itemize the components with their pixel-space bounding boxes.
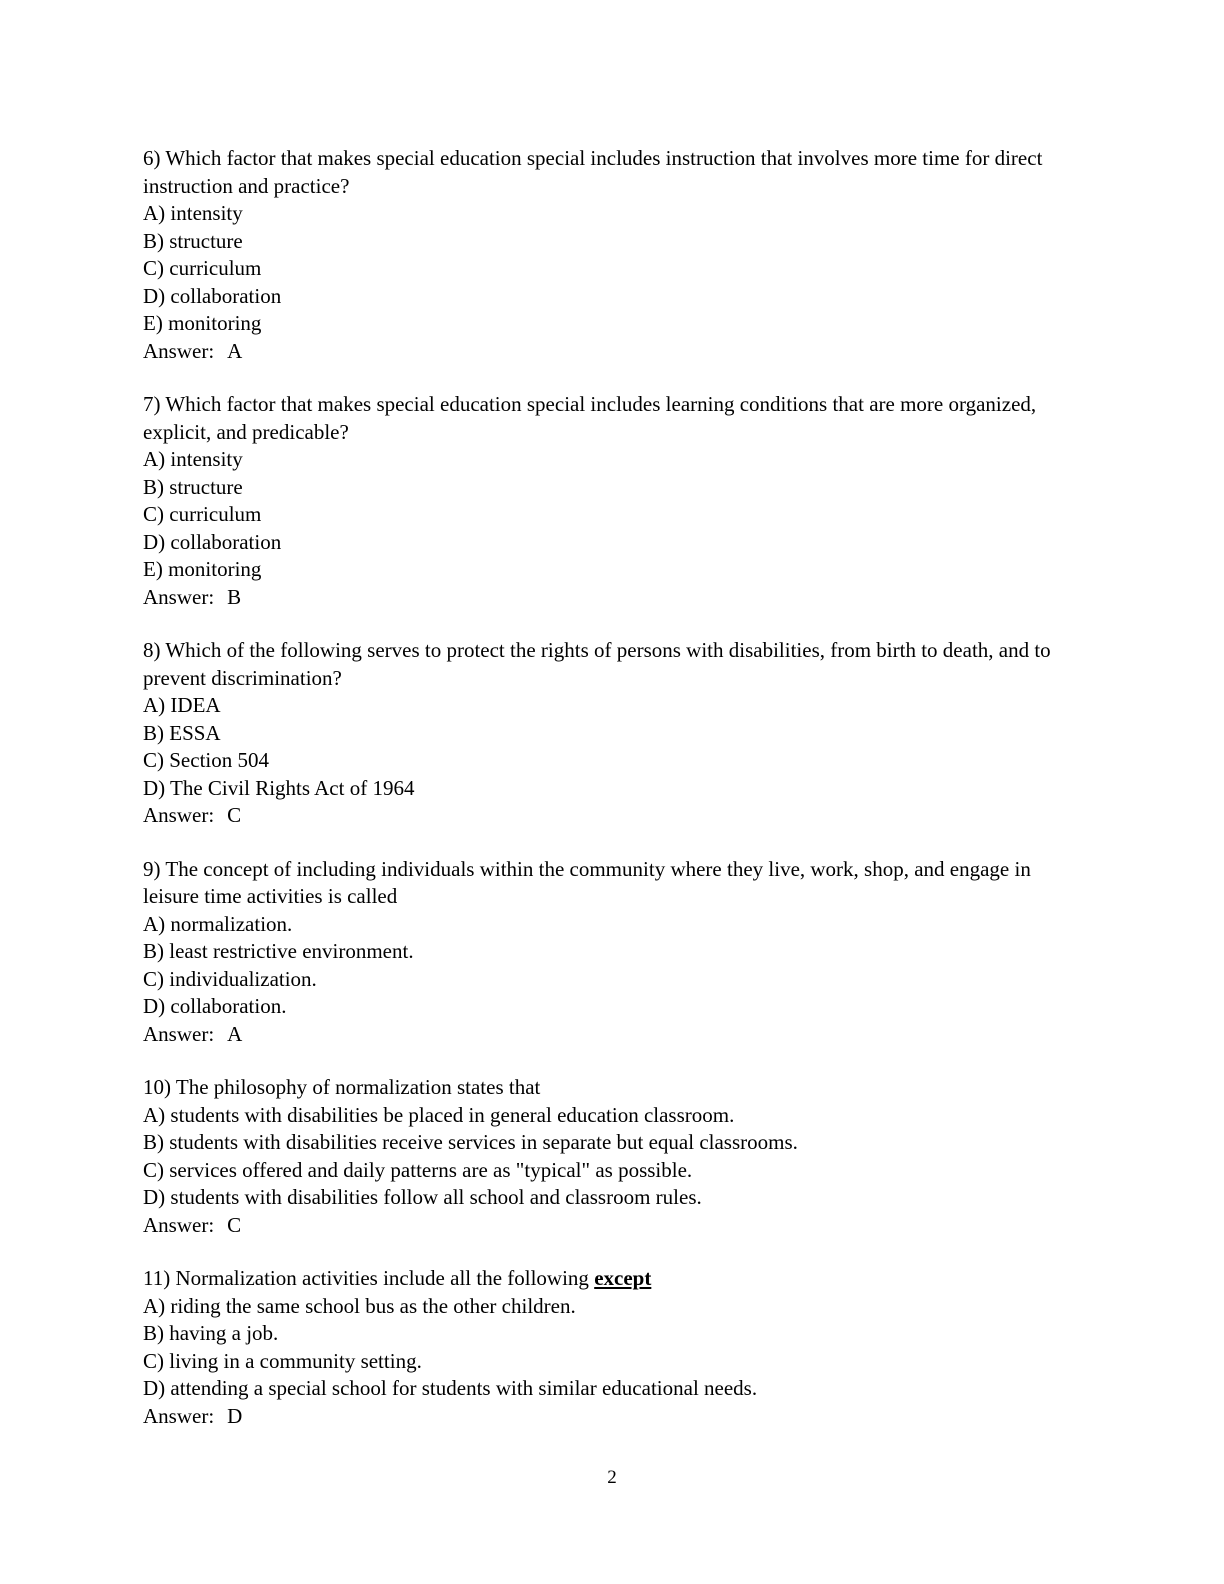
answer-option: B) having a job. [143,1321,279,1345]
answer-line [143,1021,1084,1049]
question-stem [143,856,1084,911]
answer-value: C [227,803,242,827]
answer-option: D) The Civil Rights Act of 1964 [143,775,415,800]
question-block [143,1074,1084,1239]
answer-line [143,802,1084,830]
answer-option: D) collaboration [143,283,282,308]
answer-option: D) students with disabilities follow all school and classroom rules. [143,1185,702,1209]
question-block [143,637,1084,830]
question-stem-text: 9) The concept of including individuals within the community where they live, work, shop, and engage in leisure time activities is called [143,856,1031,908]
answer-value: A [227,338,243,363]
question-stem-text: 8) Which of the following serves to protect the rights of persons with disabilities, from birth to death, and to prevent discrimination? [143,638,1051,690]
questions-list [143,145,1084,1456]
answer-option: C) curriculum [143,256,262,280]
answer-option: B) students with disabilities receive services in separate but equal classrooms. [143,1130,798,1154]
page-number: 2 [607,1467,617,1488]
answer-line [143,1212,1084,1240]
answer-value: C [227,1212,242,1237]
answer-option: B) structure [143,228,243,253]
answer-label: Answer: [143,584,215,609]
answer-line [143,338,1084,366]
answer-line [143,584,1084,612]
question-block [143,1265,1084,1430]
question-stem-text: 10) The philosophy of normalization states that [143,1075,541,1099]
answer-value: D [227,1403,243,1428]
answer-option: A) intensity [143,447,243,471]
answer-option: A) normalization. [143,911,293,936]
question-stem-text: 11) Normalization activities include all the following [143,1266,595,1290]
stem-emphasis: except [594,1266,652,1290]
answer-option: B) ESSA [143,720,221,745]
question-stem [143,1265,1084,1293]
answer-option: C) services offered and daily patterns are as "typical" as possible. [143,1157,693,1182]
answer-option: C) individualization. [143,966,317,991]
question-stem [143,391,1084,446]
question-stem-text: 6) Which factor that makes special education special includes instruction that involves more time for direct instruction and practice? [143,146,1043,198]
answer-option: B) least restrictive environment. [143,939,414,963]
answer-option: B) structure [143,474,243,499]
answer-label: Answer: [143,1021,215,1046]
answer-option: D) collaboration. [143,994,287,1018]
question-block [143,391,1084,611]
question-stem [143,1074,1084,1102]
answer-option: C) Section 504 [143,748,269,772]
answer-label: Answer: [143,338,215,363]
answer-option: D) collaboration [143,529,282,554]
answer-option: E) monitoring [143,557,262,581]
answer-line [143,1403,1084,1431]
answer-option: C) curriculum [143,502,262,526]
question-block [143,856,1084,1049]
question-block [143,145,1084,365]
answer-option: A) riding the same school bus as the other children. [143,1293,576,1318]
question-stem-text: 7) Which factor that makes special education special includes learning conditions that are more organized, explicit, and predicable? [143,392,1037,444]
answer-option: A) intensity [143,201,243,225]
answer-option: A) students with disabilities be placed in general education classroom. [143,1102,735,1127]
answer-option: A) IDEA [143,693,221,717]
answer-label: Answer: [143,1212,215,1237]
answer-value: A [227,1021,243,1046]
answer-value: B [227,584,242,609]
answer-label: Answer: [143,803,215,827]
answer-option: D) attending a special school for students with similar educational needs. [143,1376,758,1400]
answer-option: C) living in a community setting. [143,1348,422,1373]
answer-label: Answer: [143,1403,215,1428]
question-stem [143,145,1084,200]
answer-option: E) monitoring [143,311,262,335]
question-stem [143,637,1084,692]
